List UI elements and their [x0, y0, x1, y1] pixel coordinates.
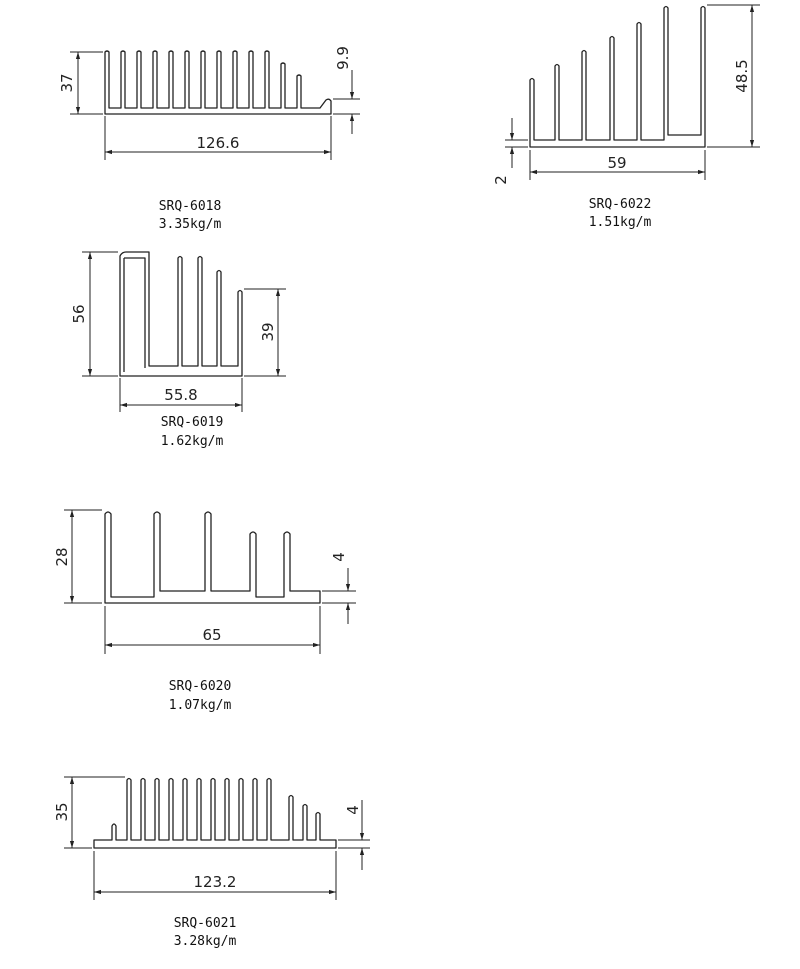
- profile-srq-6019: [70, 252, 286, 449]
- dim-label: 123.2: [193, 873, 237, 891]
- model-number: SRQ-6018: [158, 199, 222, 214]
- weight-per-meter: 3.28kg/m: [173, 934, 237, 949]
- weight-per-meter: 3.35kg/m: [158, 217, 222, 232]
- dim-label: 9.9: [334, 46, 352, 70]
- dim-label: 126.6: [196, 134, 240, 152]
- profile-outline-srq-6022: [530, 7, 705, 148]
- weight-per-meter: 1.62kg/m: [160, 434, 224, 449]
- dim-label: 35: [53, 802, 71, 822]
- dim-label: 39: [259, 322, 277, 342]
- profile-srq-6021: [53, 777, 370, 949]
- dim-label: 4: [330, 552, 348, 562]
- dim-label: 55.8: [164, 386, 198, 404]
- dim-label: 65: [202, 626, 222, 644]
- profile-srq-6018: [58, 46, 360, 232]
- weight-per-meter: 1.51kg/m: [588, 215, 652, 230]
- profile-outline-srq-6018: [105, 51, 331, 114]
- profile-srq-6022: [492, 5, 760, 230]
- model-number: SRQ-6020: [168, 679, 232, 694]
- profile-outline-srq-6021: [94, 779, 336, 849]
- weight-per-meter: 1.07kg/m: [168, 698, 232, 713]
- profile-srq-6020: [53, 510, 356, 713]
- profile-outline-srq-6020: [105, 512, 320, 603]
- dim-label: 2: [492, 175, 510, 185]
- dim-label: 28: [53, 547, 71, 567]
- dim-label: 4: [344, 805, 362, 815]
- model-number: SRQ-6021: [173, 916, 237, 931]
- dim-label: 56: [70, 304, 88, 324]
- profile-outline-srq-6019: [120, 252, 242, 376]
- dim-label: 59: [607, 154, 627, 172]
- dim-label: 37: [58, 73, 76, 93]
- model-number: SRQ-6019: [160, 415, 224, 430]
- model-number: SRQ-6022: [588, 197, 652, 212]
- dim-label: 48.5: [733, 59, 751, 93]
